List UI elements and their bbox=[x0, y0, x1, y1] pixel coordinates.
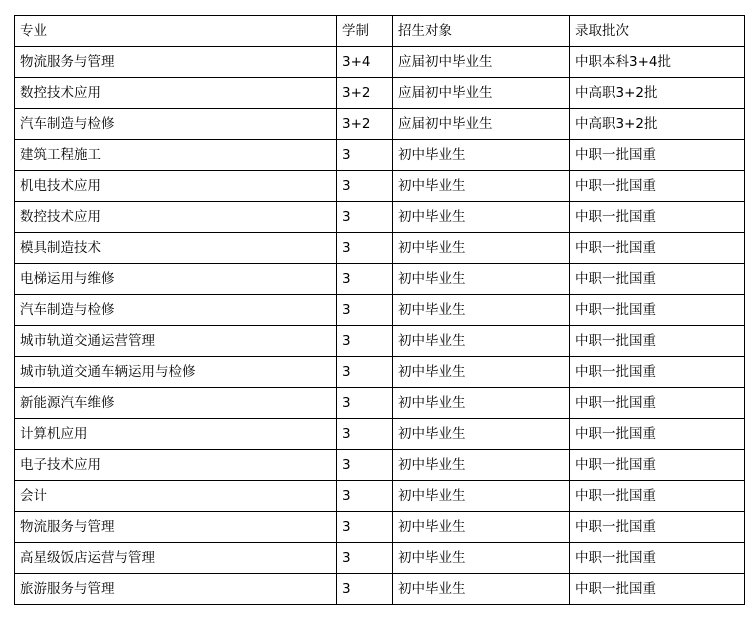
cell-target: 初中毕业生 bbox=[393, 295, 570, 326]
cell-duration: 3 bbox=[337, 543, 393, 574]
table-row bbox=[15, 47, 745, 78]
cell-target: 初中毕业生 bbox=[393, 357, 570, 388]
enrollment-table bbox=[14, 15, 745, 605]
cell-target: 初中毕业生 bbox=[393, 388, 570, 419]
cell-major: 建筑工程施工 bbox=[15, 140, 337, 171]
cell-batch: 中职一批国重 bbox=[570, 388, 745, 419]
cell-target: 初中毕业生 bbox=[393, 543, 570, 574]
cell-duration: 3 bbox=[337, 202, 393, 233]
cell-duration: 3 bbox=[337, 512, 393, 543]
header-cell-major: 专业 bbox=[15, 16, 337, 47]
cell-batch: 中高职3+2批 bbox=[570, 109, 745, 140]
cell-batch: 中职一批国重 bbox=[570, 140, 745, 171]
cell-batch: 中职一批国重 bbox=[570, 450, 745, 481]
cell-major: 模具制造技术 bbox=[15, 233, 337, 264]
cell-duration: 3 bbox=[337, 326, 393, 357]
cell-duration: 3 bbox=[337, 388, 393, 419]
cell-batch: 中职一批国重 bbox=[570, 512, 745, 543]
table-row bbox=[15, 357, 745, 388]
cell-major: 电子技术应用 bbox=[15, 450, 337, 481]
cell-major: 汽车制造与检修 bbox=[15, 109, 337, 140]
header-cell-batch: 录取批次 bbox=[570, 16, 745, 47]
header-cell-target: 招生对象 bbox=[393, 16, 570, 47]
cell-duration: 3 bbox=[337, 140, 393, 171]
cell-major: 城市轨道交通车辆运用与检修 bbox=[15, 357, 337, 388]
cell-major: 机电技术应用 bbox=[15, 171, 337, 202]
cell-batch: 中职一批国重 bbox=[570, 171, 745, 202]
table-row bbox=[15, 171, 745, 202]
cell-batch: 中职一批国重 bbox=[570, 543, 745, 574]
table-header-row bbox=[15, 16, 745, 47]
cell-target: 初中毕业生 bbox=[393, 419, 570, 450]
cell-batch: 中职本科3+4批 bbox=[570, 47, 745, 78]
cell-target: 初中毕业生 bbox=[393, 233, 570, 264]
cell-major: 电梯运用与维修 bbox=[15, 264, 337, 295]
cell-duration: 3 bbox=[337, 264, 393, 295]
cell-batch: 中职一批国重 bbox=[570, 481, 745, 512]
table-row bbox=[15, 78, 745, 109]
cell-major: 新能源汽车维修 bbox=[15, 388, 337, 419]
table-row bbox=[15, 109, 745, 140]
cell-major: 旅游服务与管理 bbox=[15, 574, 337, 605]
cell-duration: 3 bbox=[337, 450, 393, 481]
table-row bbox=[15, 295, 745, 326]
cell-target: 应届初中毕业生 bbox=[393, 78, 570, 109]
cell-duration: 3+2 bbox=[337, 78, 393, 109]
cell-batch: 中职一批国重 bbox=[570, 202, 745, 233]
cell-duration: 3+2 bbox=[337, 109, 393, 140]
header-cell-duration: 学制 bbox=[337, 16, 393, 47]
cell-target: 应届初中毕业生 bbox=[393, 109, 570, 140]
cell-target: 初中毕业生 bbox=[393, 326, 570, 357]
table-row bbox=[15, 202, 745, 233]
cell-duration: 3 bbox=[337, 295, 393, 326]
cell-major: 数控技术应用 bbox=[15, 202, 337, 233]
cell-target: 初中毕业生 bbox=[393, 574, 570, 605]
cell-batch: 中职一批国重 bbox=[570, 419, 745, 450]
cell-target: 初中毕业生 bbox=[393, 481, 570, 512]
cell-target: 初中毕业生 bbox=[393, 171, 570, 202]
table-row bbox=[15, 264, 745, 295]
table-row bbox=[15, 419, 745, 450]
cell-duration: 3 bbox=[337, 171, 393, 202]
table-row bbox=[15, 233, 745, 264]
cell-major: 物流服务与管理 bbox=[15, 47, 337, 78]
cell-batch: 中职一批国重 bbox=[570, 233, 745, 264]
table-body bbox=[15, 16, 745, 605]
table-row bbox=[15, 543, 745, 574]
cell-batch: 中高职3+2批 bbox=[570, 78, 745, 109]
table-row bbox=[15, 388, 745, 419]
cell-target: 初中毕业生 bbox=[393, 140, 570, 171]
cell-target: 初中毕业生 bbox=[393, 450, 570, 481]
cell-major: 物流服务与管理 bbox=[15, 512, 337, 543]
cell-duration: 3+4 bbox=[337, 47, 393, 78]
table-row bbox=[15, 450, 745, 481]
cell-major: 高星级饭店运营与管理 bbox=[15, 543, 337, 574]
table-row bbox=[15, 574, 745, 605]
cell-duration: 3 bbox=[337, 574, 393, 605]
cell-duration: 3 bbox=[337, 357, 393, 388]
table-row bbox=[15, 140, 745, 171]
cell-major: 数控技术应用 bbox=[15, 78, 337, 109]
table-row bbox=[15, 481, 745, 512]
cell-batch: 中职一批国重 bbox=[570, 295, 745, 326]
cell-batch: 中职一批国重 bbox=[570, 574, 745, 605]
cell-target: 初中毕业生 bbox=[393, 202, 570, 233]
enrollment-table-container bbox=[14, 15, 745, 605]
cell-duration: 3 bbox=[337, 481, 393, 512]
cell-batch: 中职一批国重 bbox=[570, 264, 745, 295]
cell-batch: 中职一批国重 bbox=[570, 357, 745, 388]
table-row bbox=[15, 512, 745, 543]
table-row bbox=[15, 326, 745, 357]
cell-target: 应届初中毕业生 bbox=[393, 47, 570, 78]
cell-duration: 3 bbox=[337, 419, 393, 450]
cell-target: 初中毕业生 bbox=[393, 264, 570, 295]
cell-target: 初中毕业生 bbox=[393, 512, 570, 543]
cell-major: 城市轨道交通运营管理 bbox=[15, 326, 337, 357]
cell-major: 计算机应用 bbox=[15, 419, 337, 450]
cell-duration: 3 bbox=[337, 233, 393, 264]
cell-major: 汽车制造与检修 bbox=[15, 295, 337, 326]
cell-major: 会计 bbox=[15, 481, 337, 512]
cell-batch: 中职一批国重 bbox=[570, 326, 745, 357]
